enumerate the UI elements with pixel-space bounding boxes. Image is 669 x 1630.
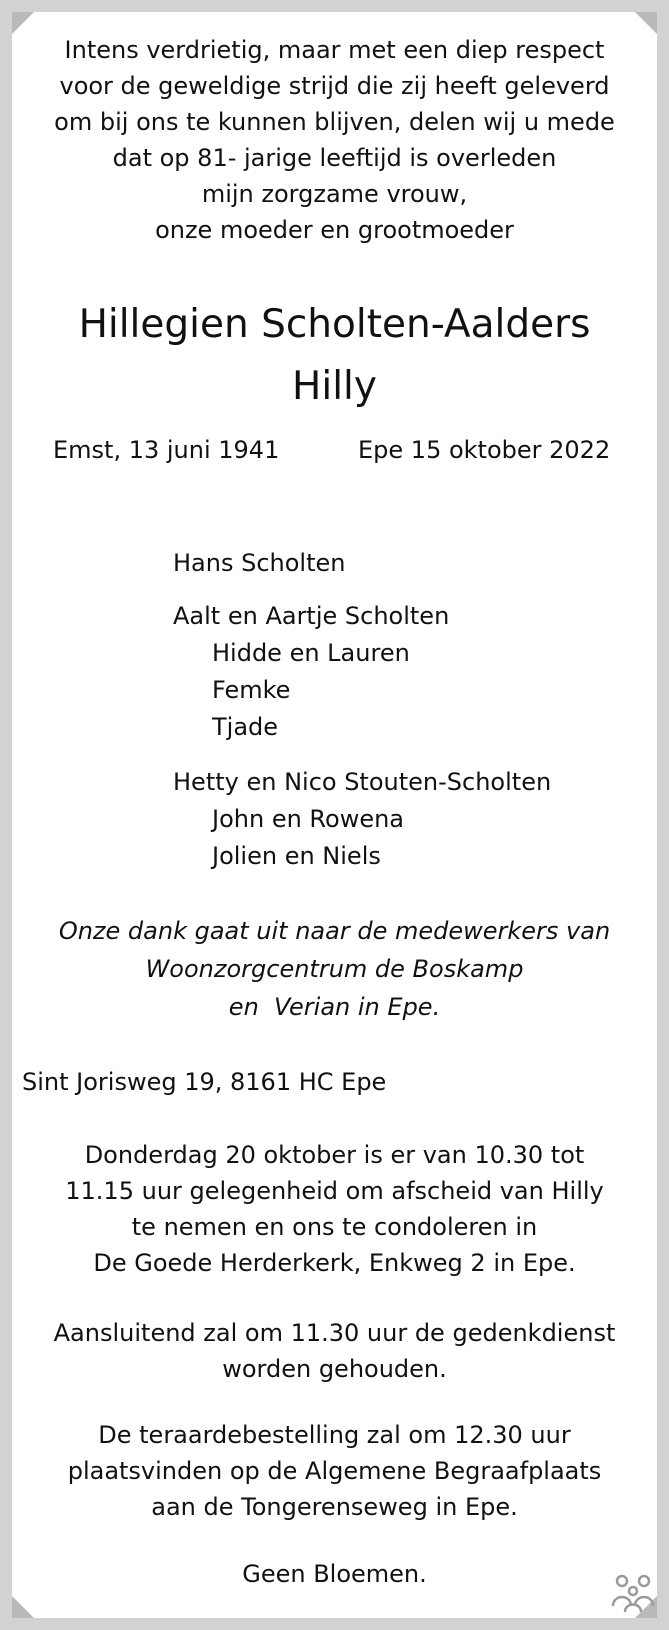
intro-line: om bij ons te kunnen blijven, delen wij u mede xyxy=(54,108,615,136)
intro-line: voor de geweldige strijd die zij heeft geleverd xyxy=(59,72,610,100)
burial-line: plaatsvinden op de Algemene Begraafplaats xyxy=(67,1457,602,1485)
frame-right-border xyxy=(657,0,669,1630)
corner-top-right-decoration xyxy=(635,12,657,34)
family-group-1 xyxy=(173,598,449,746)
thanks-line: Onze dank gaat uit naar de medewerkers van xyxy=(58,917,611,945)
farewell-line: 11.15 uur gelegenheid om afscheid van Hilly xyxy=(65,1177,604,1205)
closing-line: Geen Bloemen. xyxy=(242,1560,427,1588)
family-child: Tjade xyxy=(212,713,279,741)
corner-top-left-decoration xyxy=(12,12,34,34)
service-line: Aansluitend zal om 11.30 uur de gedenkdienst xyxy=(53,1319,616,1347)
family-child: John en Rowena xyxy=(212,805,405,833)
deceased-full-name: Hillegien Scholten-Aalders xyxy=(78,302,591,347)
burial-line: aan de Tongerenseweg in Epe. xyxy=(151,1493,518,1521)
family-child: Jolien en Niels xyxy=(212,842,381,870)
thanks-line: en Verian in Epe. xyxy=(228,993,441,1021)
service-line: worden gehouden. xyxy=(222,1355,447,1383)
closing-text xyxy=(12,1556,657,1592)
family-child: Femke xyxy=(212,676,291,704)
corner-bottom-left-decoration xyxy=(12,1596,34,1618)
home-address: Sint Jorisweg 19, 8161 HC Epe xyxy=(22,1068,387,1096)
burial-line: De teraardebestelling zal om 12.30 uur xyxy=(98,1421,571,1449)
burial-text xyxy=(12,1417,657,1525)
birth-date: Emst, 13 juni 1941 xyxy=(53,436,280,464)
family-parent: Aalt en Aartje Scholten xyxy=(173,602,450,630)
thanks-line: Woonzorgcentrum de Boskamp xyxy=(145,955,524,983)
family-child: Hidde en Lauren xyxy=(212,639,410,667)
family-parent: Hetty en Nico Stouten-Scholten xyxy=(173,768,552,796)
farewell-line: De Goede Herderkerk, Enkweg 2 in Epe. xyxy=(93,1249,576,1277)
frame-left-border xyxy=(0,0,12,1630)
service-text xyxy=(12,1315,657,1387)
frame-bottom-border xyxy=(0,1618,669,1630)
family-people-logo-icon xyxy=(610,1572,656,1614)
deceased-nickname: Hilly xyxy=(292,364,377,409)
intro-text xyxy=(12,32,657,248)
family-spouse: Hans Scholten xyxy=(173,549,346,577)
farewell-line: Donderdag 20 oktober is er van 10.30 tot xyxy=(84,1141,585,1169)
intro-line: Intens verdrietig, maar met een diep respect xyxy=(64,36,605,64)
thanks-text xyxy=(12,912,657,1026)
family-group-2 xyxy=(173,764,551,875)
farewell-text xyxy=(12,1137,657,1281)
death-date: Epe 15 oktober 2022 xyxy=(358,436,611,464)
intro-line: dat op 81- jarige leeftijd is overleden xyxy=(112,144,557,172)
intro-line: onze moeder en grootmoeder xyxy=(155,216,514,244)
intro-line: mijn zorgzame vrouw, xyxy=(201,180,468,208)
frame-top-border xyxy=(0,0,669,12)
farewell-line: te nemen en ons te condoleren in xyxy=(131,1213,538,1241)
